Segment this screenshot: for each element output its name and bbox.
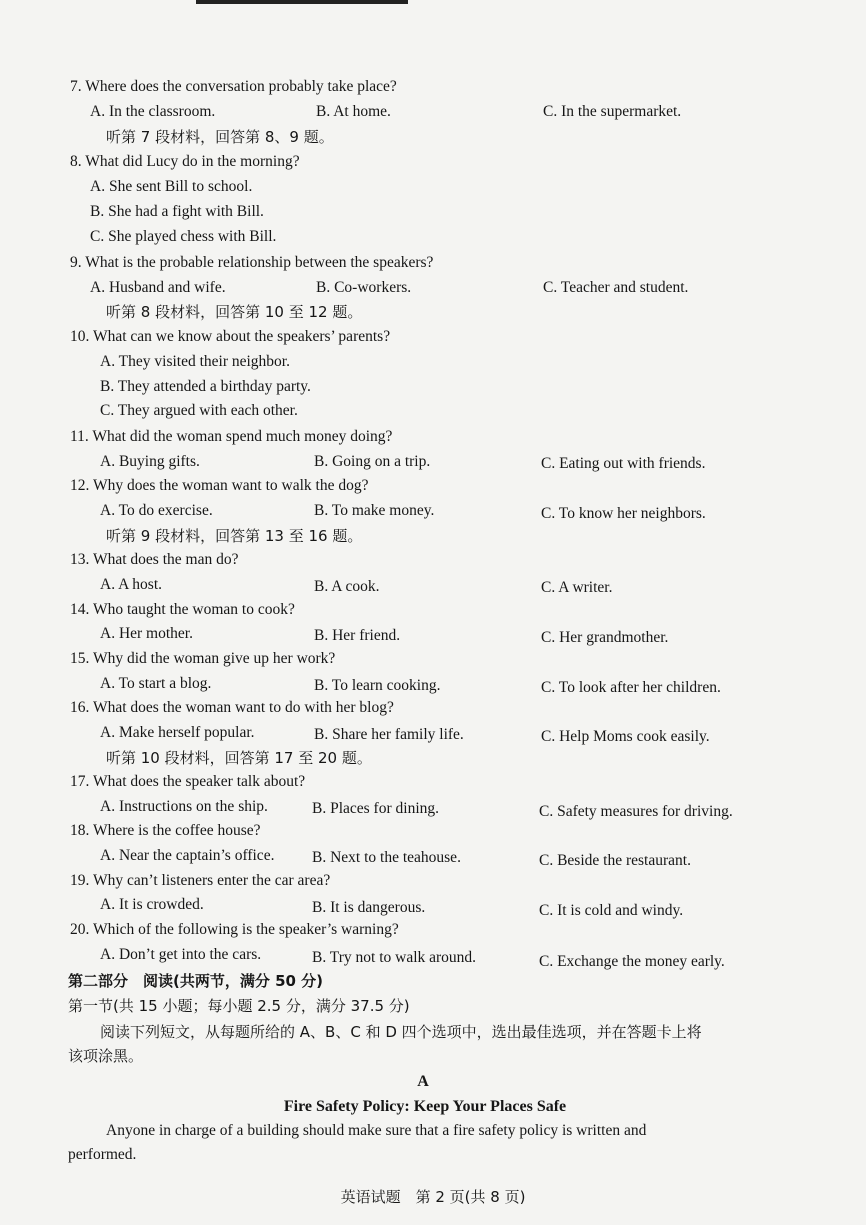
question-19-stem: 19. Why can’t listeners enter the car area? (70, 872, 331, 889)
question-18-stem: 18. Where is the coffee house? (70, 822, 261, 839)
part-two-heading: 第二部分 阅读(共两节，满分 50 分) (68, 972, 324, 990)
reading-directions-line-2: 该项涂黑。 (68, 1047, 144, 1065)
question-8-option-c: C. She played chess with Bill. (90, 228, 277, 245)
question-19-option-c: C. It is cold and windy. (539, 902, 684, 919)
question-9-option-a: A. Husband and wife. (90, 279, 226, 296)
question-16-stem: 16. What does the woman want to do with her blog? (70, 699, 394, 716)
question-11-option-c: C. Eating out with friends. (541, 455, 706, 472)
question-13-option-c: C. A writer. (541, 579, 613, 596)
question-18-option-b: B. Next to the teahouse. (312, 849, 461, 866)
question-10-stem: 10. What can we know about the speakers’ parents? (70, 328, 391, 345)
question-14-option-a: A. Her mother. (100, 625, 193, 642)
question-13-option-b: B. A cook. (314, 578, 380, 595)
question-11-option-b: B. Going on a trip. (314, 453, 431, 470)
question-12-stem: 12. Why does the woman want to walk the dog? (70, 477, 369, 494)
passage-title: Fire Safety Policy: Keep Your Places Safe (283, 1098, 567, 1115)
passage-line-1: Anyone in charge of a building should make sure that a fire safety policy is written and (106, 1122, 647, 1139)
question-14-stem: 14. Who taught the woman to cook? (70, 601, 295, 618)
question-14-option-b: B. Her friend. (314, 627, 401, 644)
question-10-option-a: A. They visited their neighbor. (100, 353, 290, 370)
instruction-material-7: 听第 7 段材料，回答第 8、9 题。 (106, 128, 334, 146)
question-10-option-b: B. They attended a birthday party. (100, 378, 311, 395)
question-8-option-b: B. She had a fight with Bill. (90, 203, 264, 220)
question-9-option-b: B. Co-workers. (316, 279, 412, 296)
question-8-stem: 8. What did Lucy do in the morning? (70, 153, 300, 170)
passage-letter: A (417, 1073, 429, 1090)
question-7-option-a: A. In the classroom. (90, 103, 216, 120)
question-9-stem: 9. What is the probable relationship between the speakers? (70, 254, 434, 271)
question-15-option-c: C. To look after her children. (541, 679, 721, 696)
section-one-heading: 第一节(共 15 小题；每小题 2.5 分，满分 37.5 分) (68, 997, 410, 1015)
question-19-option-b: B. It is dangerous. (312, 899, 426, 916)
question-20-option-a: A. Don’t get into the cars. (100, 946, 262, 963)
question-12-option-c: C. To know her neighbors. (541, 505, 706, 522)
question-15-option-b: B. To learn cooking. (314, 677, 441, 694)
instruction-material-8: 听第 8 段材料，回答第 10 至 12 题。 (106, 303, 363, 321)
question-17-option-b: B. Places for dining. (312, 800, 439, 817)
question-20-option-c: C. Exchange the money early. (539, 953, 725, 970)
question-10-option-c: C. They argued with each other. (100, 402, 298, 419)
question-7-option-c: C. In the supermarket. (543, 103, 682, 120)
question-15-option-a: A. To start a blog. (100, 675, 212, 692)
question-17-option-c: C. Safety measures for driving. (539, 803, 733, 820)
question-7-stem: 7. Where does the conversation probably take place? (70, 78, 397, 95)
instruction-material-9: 听第 9 段材料，回答第 13 至 16 题。 (106, 527, 363, 545)
question-19-option-a: A. It is crowded. (100, 896, 204, 913)
question-20-stem: 20. Which of the following is the speaker’s warning? (70, 921, 399, 938)
question-14-option-c: C. Her grandmother. (541, 629, 669, 646)
question-12-option-b: B. To make money. (314, 502, 435, 519)
question-13-stem: 13. What does the man do? (70, 551, 239, 568)
question-13-option-a: A. A host. (100, 576, 163, 593)
question-12-option-a: A. To do exercise. (100, 502, 213, 519)
page-footer: 英语试题 第 2 页(共 8 页) (340, 1188, 526, 1206)
question-16-option-b: B. Share her family life. (314, 726, 464, 743)
question-18-option-c: C. Beside the restaurant. (539, 852, 691, 869)
passage-line-2: performed. (68, 1146, 137, 1163)
question-11-option-a: A. Buying gifts. (100, 453, 200, 470)
question-15-stem: 15. Why did the woman give up her work? (70, 650, 336, 667)
instruction-material-10: 听第 10 段材料，回答第 17 至 20 题。 (106, 749, 372, 767)
question-20-option-b: B. Try not to walk around. (312, 949, 477, 966)
question-9-option-c: C. Teacher and student. (543, 279, 689, 296)
question-8-option-a: A. She sent Bill to school. (90, 178, 253, 195)
question-17-stem: 17. What does the speaker talk about? (70, 773, 306, 790)
scan-edge-mark (196, 0, 408, 4)
question-16-option-c: C. Help Moms cook easily. (541, 728, 710, 745)
question-17-option-a: A. Instructions on the ship. (100, 798, 268, 815)
reading-directions-line-1: 阅读下列短文，从每题所给的 A、B、C 和 D 四个选项中，选出最佳选项，并在答题卡上将 (100, 1023, 702, 1041)
question-16-option-a: A. Make herself popular. (100, 724, 255, 741)
question-11-stem: 11. What did the woman spend much money doing? (70, 428, 393, 445)
question-7-option-b: B. At home. (316, 103, 391, 120)
question-18-option-a: A. Near the captain’s office. (100, 847, 275, 864)
